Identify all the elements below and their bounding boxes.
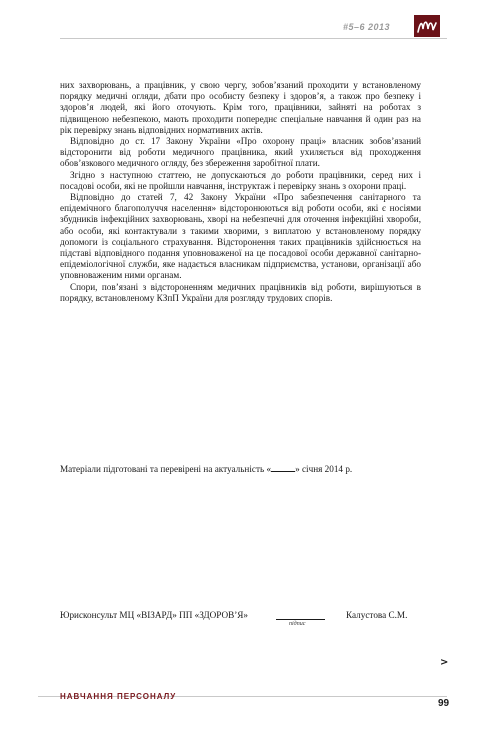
signature-line <box>276 619 325 620</box>
article-body <box>60 80 421 304</box>
chevron-right-icon: > <box>440 657 449 668</box>
signature-caption: підпис <box>289 621 306 627</box>
paragraph-2: Відповідно до ст. 17 Закону України «Про охорону праці» власник зобов’язаний відсторонити від роботи медичного працівника, який ухиляється від проходження обов’язкового медичного огляду, без збереження заробітної плати. <box>60 136 421 169</box>
journal-logo-icon <box>414 15 440 37</box>
materials-note-start: Матеріали підготовані та перевірені на актуальність « <box>60 464 272 474</box>
date-blank <box>271 463 295 472</box>
paragraph-1: них захворювань, а працівник, у свою чергу, зобов’язаний проходити у встановленому порядку медичні огляди, дбати про особисту безпеку і здоров’я, а також про безпеку і здоров’я людей, які його оточують. Крім того, працівники, зайняті на роботах з підвищеною небезпекою, мають проходити попереднє спеціальне навчання й один раз на рік перевірку знань відповідних нормативних актів. <box>60 80 421 135</box>
signer-name: Калустова С.М. <box>346 610 408 620</box>
signer-position: Юрисконсульт МЦ «ВІЗАРД» ПП «ЗДОРОВ’Я» <box>60 610 248 620</box>
paragraph-4: Відповідно до статей 7, 42 Закону України «Про забезпечення санітарного та епідемічного благополуччя населення» відсторонюються від роботи особи, які є носіями збудників інфекційних захворювань, хворі на небезпечні для оточення інфекційні хвороби, або особи, які контактували з такими хворими, з виплатою у встановленому порядку допомоги із соціального страхування. Відсторонення таких працівників здійснюється на підставі відповідного подання уповноваженої на це посадової особи державної санітарно-епідеміологічної служби, яке надається власникам підприємства, установи, організації або уповноваженим ними органам. <box>60 192 421 281</box>
paragraph-5: Спори, пов’язані з відстороненням медичних працівників від роботи, вирішуються в порядку, встановленому КЗпП України для розгляду трудових спорів. <box>60 281 421 303</box>
materials-note-end: » січня 2014 р. <box>295 464 353 474</box>
page-number: 99 <box>438 698 450 709</box>
issue-number: #5–6 2013 <box>343 22 391 32</box>
header-divider <box>60 38 447 39</box>
section-title: НАВЧАННЯ ПЕРСОНАЛУ <box>60 692 177 701</box>
paragraph-3: Згідно з наступною статтею, не допускаються до роботи працівники, серед них і посадові особи, які не пройшли навчання, інструктаж і перевірку знань з охорони праці. <box>60 169 421 191</box>
materials-note <box>60 463 352 475</box>
